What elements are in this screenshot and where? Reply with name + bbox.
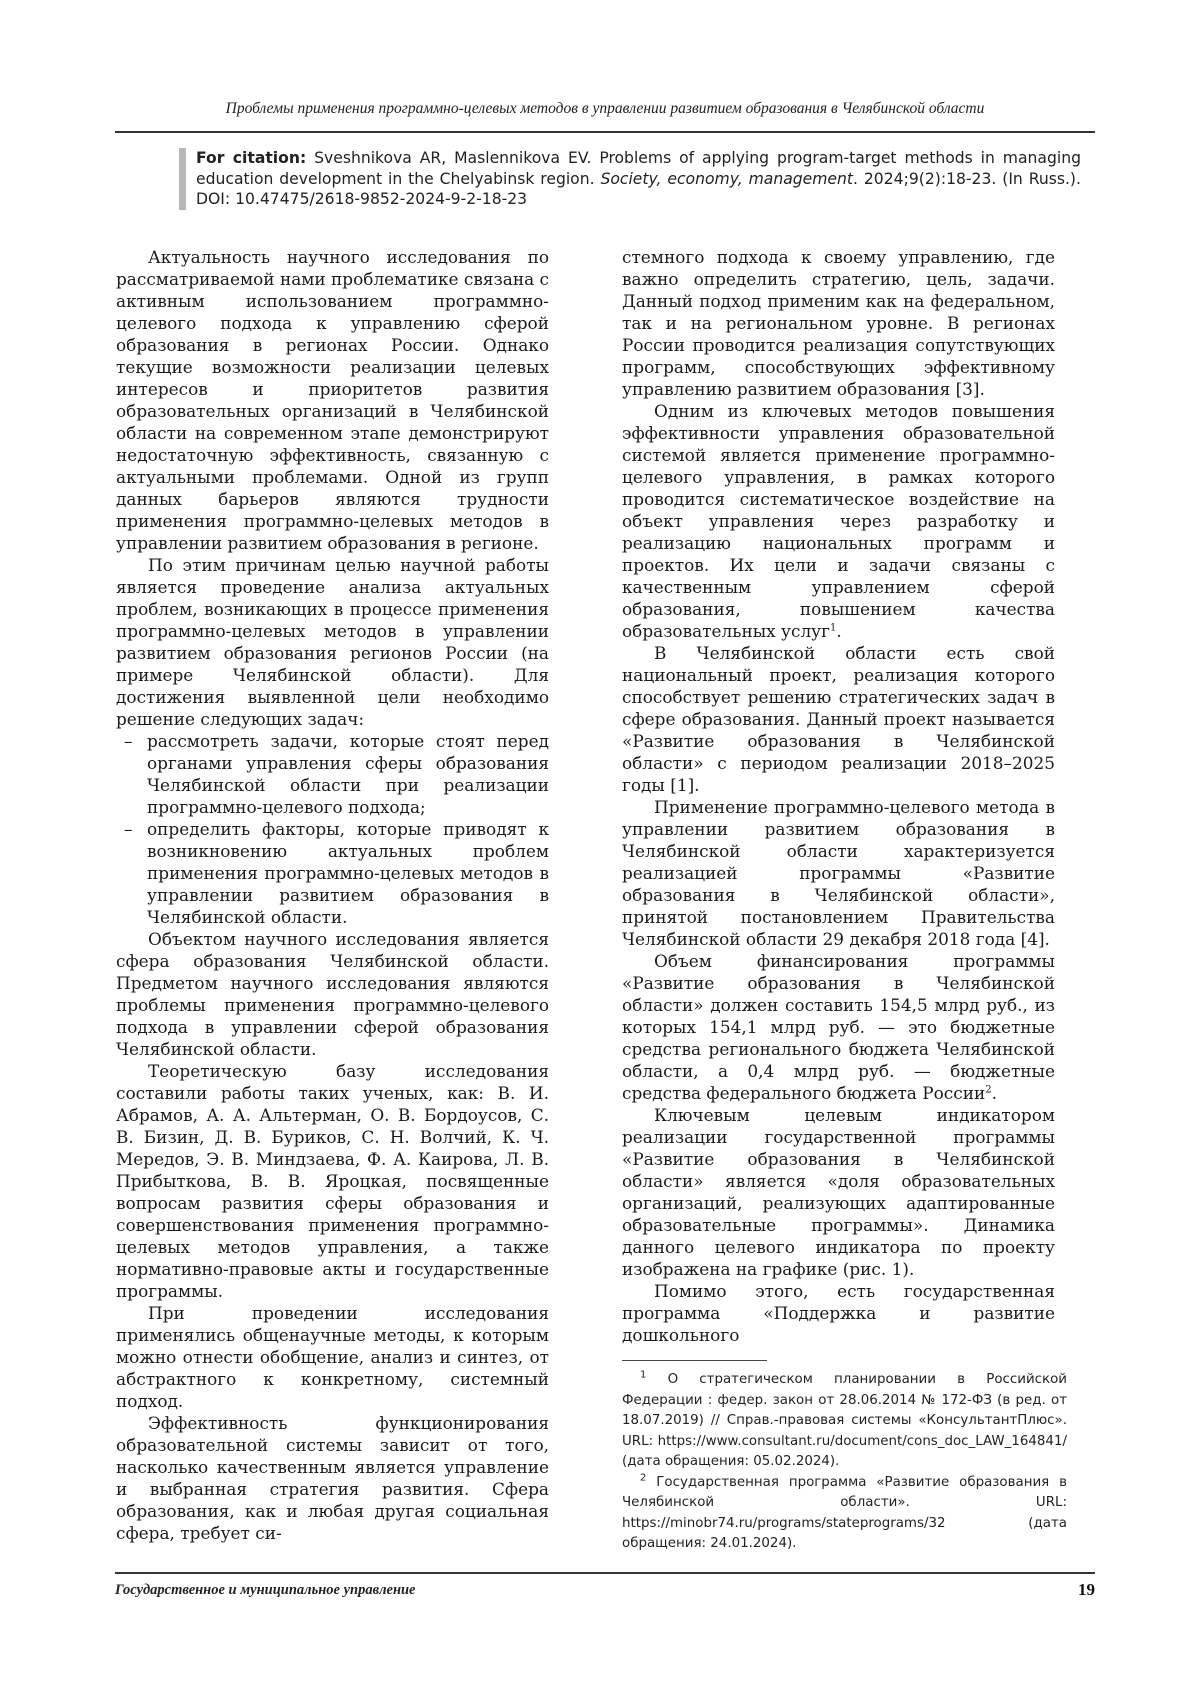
paragraph-continued: стемного подхода к своему управлению, где важно определить стратегию, цель, задачи. Данный подход применим как на федеральном, так и на региональном уровне. В регионах России проводится реализация сопутствующих программ, способствующих эффективному управлению развитием образования [3]. bbox=[622, 247, 1055, 399]
paragraph: Помимо этого, есть государственная программа «Поддержка и развитие дошкольного bbox=[622, 1281, 1055, 1345]
paragraph-text: Одним из ключевых методов повышения эффективности управления образовательной системой является применение программно-целевого управления, в рамках которого проводится систематическое воздействие на объект управления через разработку и реализацию национальных программ и проектов. Их цели и задачи связаны с качественным управлением сферой образования, повышением качества образовательных услуг bbox=[622, 401, 1055, 641]
left-column bbox=[116, 246, 549, 1544]
paragraph-end: . bbox=[991, 1083, 997, 1103]
paragraph bbox=[622, 950, 1055, 1104]
paragraph: По этим причинам целью научной работы является проведение анализа актуальных проблем, возникающих в процессе применения программно-целевых методов в управлении развитием образования регионов России (на примере Челябинской области). Для достижения выявленной цели необходимо решение следующих задач: bbox=[116, 555, 549, 729]
citation-block bbox=[179, 148, 1081, 210]
footnote-ref[interactable]: 1 bbox=[829, 622, 837, 634]
footnote-text: Государственная программа «Развитие образования в Челябинской области». URL: https://minobr74.ru/programs/stateprograms/32 (дата обращения: 24.01.2024). bbox=[622, 1474, 1067, 1551]
footnote bbox=[622, 1473, 1067, 1555]
citation-details: . 2024;9(2):18-23. (In Russ.). DOI: 10.47475/2618-9852-2024-9-2-18-23 bbox=[196, 169, 1081, 208]
paragraph: Ключевым целевым индикатором реализации государственной программы «Развитие образования в Челябинской области» является «доля образовательных организаций, реализующих адаптированные образовательные программы». Динамика данного целевого индикатора по проекту изображена на графике (рис. 1). bbox=[622, 1105, 1055, 1279]
footnote bbox=[622, 1370, 1067, 1473]
paragraph: При проведении исследования применялись общенаучные методы, к которым можно отнести обобщение, анализ и синтез, от абстрактного к конкретному, системный подход. bbox=[116, 1303, 549, 1411]
paragraph bbox=[622, 400, 1055, 642]
footnote-mark: 1 bbox=[640, 1369, 647, 1381]
footnote-rule bbox=[622, 1360, 767, 1361]
page-number: 19 bbox=[1078, 1580, 1095, 1599]
paragraph: Теоретическую базу исследования составили работы таких ученых, как: В. И. Абрамов, А. А. Альтерман, О. В. Бордоусов, С. В. Бизин, Д. В. Буриков, С. Н. Волчий, К. Ч. Мередов, Э. В. Миндзаева, Ф. А. Каирова, Л. В. Прибыткова, В. В. Яроцкая, посвященные вопросам развития сферы образования и совершенствования применения программно-целевых методов управления, а также нормативно-правовые акты и государственные программы. bbox=[116, 1061, 549, 1301]
running-header: Проблемы применения программно-целевых методов в управлении развитием образования в Челябинской области bbox=[225, 100, 985, 117]
task-item: – рассмотреть задачи, которые стоят перед органами управления сферы образования Челябинской области при реализации программно-целевого подхода; bbox=[116, 730, 549, 818]
citation-journal: Society, economy, management bbox=[600, 169, 854, 188]
paragraph: Эффективность функционирования образовательной системы зависит от того, насколько качественным является управление и выбранная стратегия развития. Сфера образования, как и любая другая социальная сфера, требует си- bbox=[116, 1413, 549, 1543]
paragraph-text: Объем финансирования программы «Развитие образования в Челябинской области» должен составить 154,5 млрд руб., из которых 154,1 млрд руб. — это бюджетные средства регионального бюджета Челябинской области, а 0,4 млрд руб. — бюджетные средства федерального бюджета России bbox=[622, 951, 1055, 1103]
paragraph: Применение программно-целевого метода в управлении развитием образования в Челябинской области характеризуется реализацией программы «Развитие образования в Челябинской области», принятой постановлением Правительства Челябинской области 29 декабря 2018 года [4]. bbox=[622, 797, 1055, 949]
footer-journal-title: Государственное и муниципальное управление bbox=[115, 1582, 416, 1598]
citation-label: For citation: bbox=[196, 149, 307, 167]
paragraph: Актуальность научного исследования по рассматриваемой нами проблематике связана с активным использованием программно-целевого подхода к управлению сферой образования в регионах России. Однако текущие возможности реализации целевых интересов и приоритетов развития образовательных организаций в Челябинской области на современном этапе демонстрируют недостаточную эффективность, связанную с актуальными проблемами. Одной из групп данных барьеров являются трудности применения программно-целевых методов в управлении развитием образования в регионе. bbox=[116, 247, 549, 553]
paragraph: Объектом научного исследования является сфера образования Челябинской области. Предметом научного исследования являются проблемы применения программно-целевого подхода в управлении сферой образования Челябинской области. bbox=[116, 929, 549, 1059]
task-item: – определить факторы, которые приводят к возникновению актуальных проблем применения программно-целевых методов в управлении развитием образования в Челябинской области. bbox=[116, 818, 549, 928]
paragraph-end: . bbox=[836, 621, 842, 641]
right-column bbox=[622, 246, 1055, 1346]
header-rule bbox=[115, 131, 1095, 133]
footnote-ref[interactable]: 2 bbox=[985, 1084, 992, 1096]
footnotes bbox=[622, 1370, 1067, 1555]
footnote-text: О стратегическом планировании в Российской Федерации : федер. закон от 28.06.2014 № 172-ФЗ (в ред. от 18.07.2019) // Справ.-правовая системы «КонсультантПлюс». URL: https://www.consultant.ru/document/cons_doc_LAW_164841/ (дата обращения: 05.02.2024). bbox=[622, 1372, 1067, 1469]
paragraph: В Челябинской области есть свой национальный проект, реализация которого способствует решению стратегических задач в сфере образования. Данный проект называется «Развитие образования в Челябинской области» с периодом реализации 2018–2025 годы [1]. bbox=[622, 643, 1055, 795]
citation-text: Sveshnikova AR, Maslennikova EV. Problems of applying program-target methods in managing education development in the Chelyabinsk region. bbox=[196, 149, 1081, 188]
task-list bbox=[116, 730, 549, 928]
footnote-mark: 2 bbox=[640, 1472, 647, 1484]
footer-rule bbox=[115, 1572, 1095, 1574]
